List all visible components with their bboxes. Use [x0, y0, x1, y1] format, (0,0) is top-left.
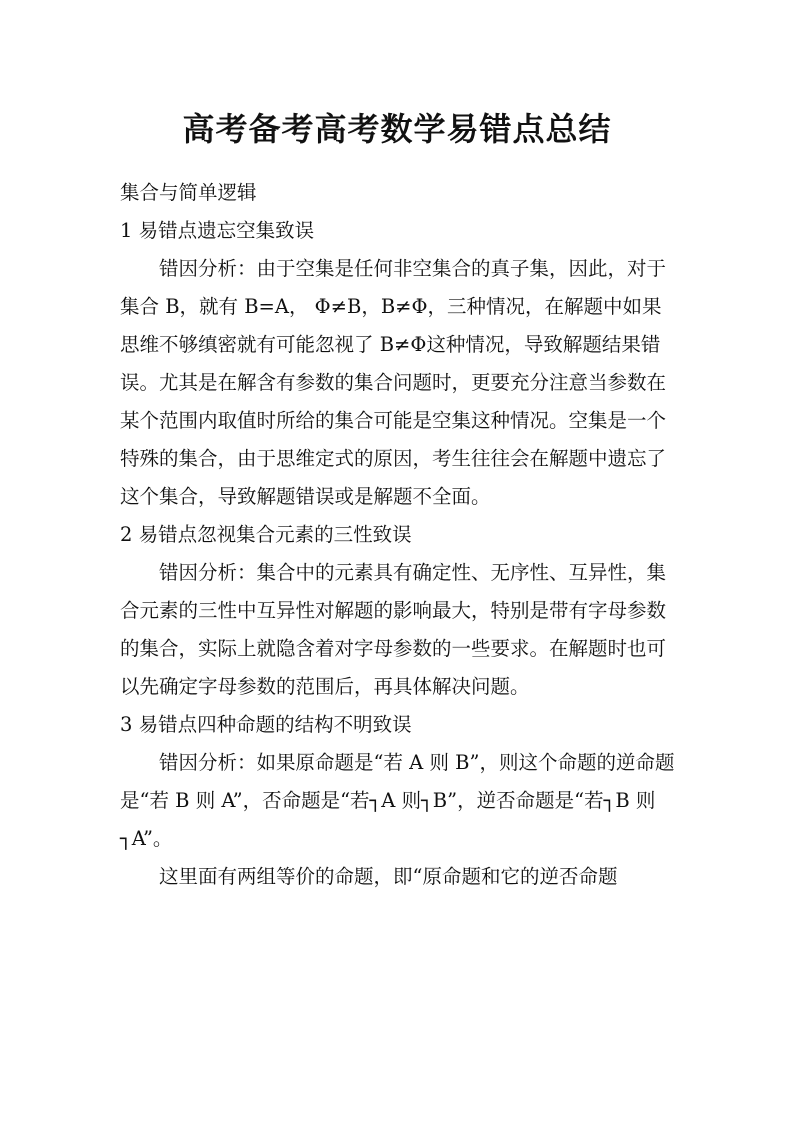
document-title: 高考备考高考数学易错点总结	[182, 110, 612, 148]
item-paragraph-3-1: 错因分析：如果原命题是“若 A 则 B”，则这个命题的逆命题是“若 B 则 A”，否命题是“若┐A 则┐B”，逆否命题是“若┐B 则┐A”。	[120, 751, 675, 850]
item-paragraph-3-2: 这里面有两组等价的命题，即“原命题和它的逆否命题	[159, 865, 618, 888]
item-paragraph-1-1: 错因分析：由于空集是任何非空集合的真子集，因此，对于集合 B，就有 B=A， Φ≠B，B≠Φ，三种情况，在解题中如果思维不够缜密就有可能忽视了 B≠Φ这种情况，导致解题结果错误。尤其是在解含有参数的集合问题时，更要充分注意当参数在某个范围内取值时所给的集合可能是空集这种情况。空集是一个特殊的集合，由于思维定式的原因，考生往往会在解题中遗忘了这个集合，导致解题错误或是解题不全面。	[120, 257, 667, 508]
document-body	[120, 174, 680, 896]
item-heading-1: 1 易错点遗忘空集致误	[120, 219, 315, 242]
section-heading: 集合与简单逻辑	[120, 181, 257, 204]
item-heading-2: 2 易错点忽视集合元素的三性致误	[120, 523, 412, 546]
item-heading-3: 3 易错点四种命题的结构不明致误	[120, 713, 412, 736]
item-paragraph-2-1: 错因分析：集合中的元素具有确定性、无序性、互异性，集合元素的三性中互异性对解题的影响最大，特别是带有字母参数的集合，实际上就隐含着对字母参数的一些要求。在解题时也可以先确定字母参数的范围后，再具体解决问题。	[120, 561, 667, 698]
